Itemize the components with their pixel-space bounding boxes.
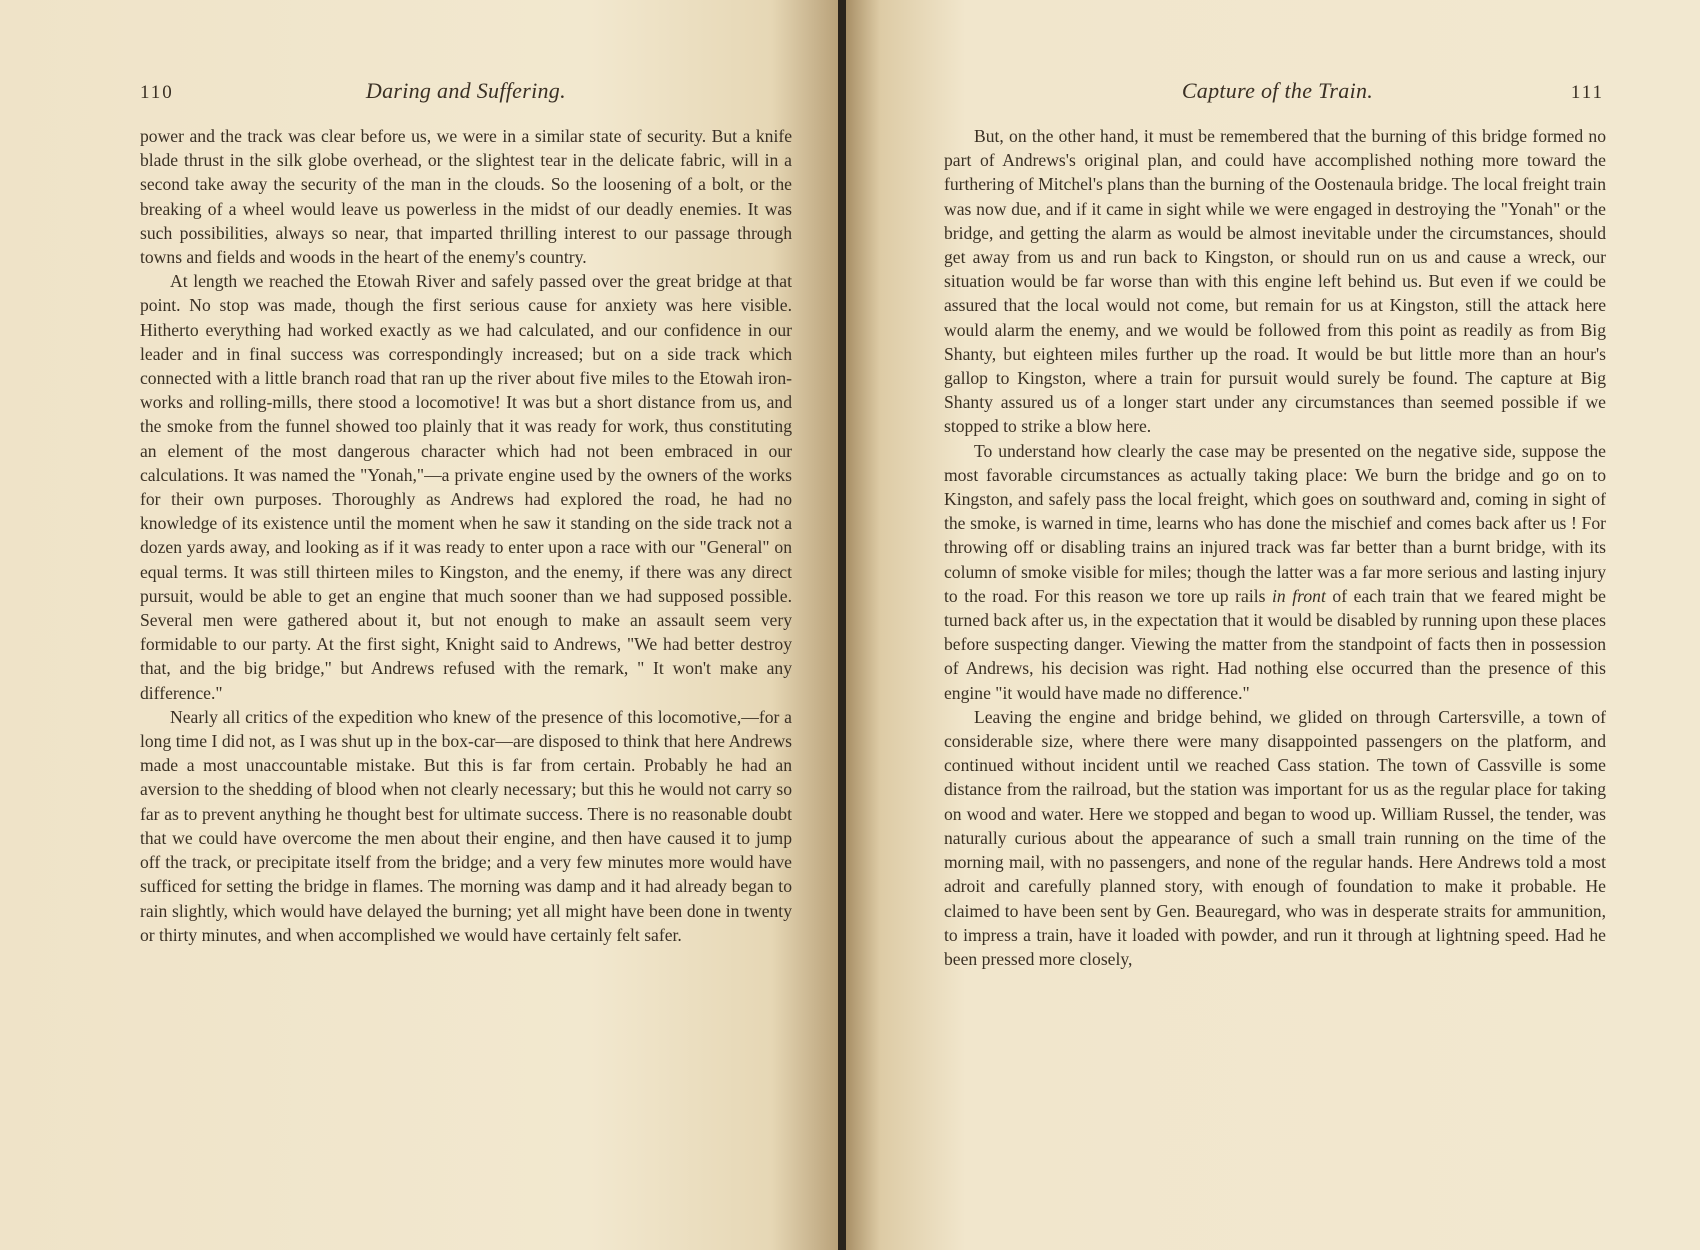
book-gutter bbox=[838, 0, 846, 1250]
left-paragraph-1: power and the track was clear before us, we were in a similar state of security. But a knife blade thrust in the silk globe overhead, or the slightest tear in the delicate fabric, will in a second take away the security of the man in the clouds. So the loosening of a bolt, or the breaking of a wheel would leave us powerless in the midst of our deadly enemies. It was such possibilities, always so near, that imparted thrilling interest to our passage through towns and fields and woods in the heart of the enemy's country. bbox=[140, 126, 792, 268]
left-page-number: 110 bbox=[140, 82, 174, 103]
right-running-title: Capture of the Train. bbox=[1181, 78, 1374, 103]
right-page-number: 111 bbox=[1570, 82, 1604, 103]
italic-in-front: in front bbox=[1272, 585, 1326, 606]
left-page bbox=[0, 0, 838, 1250]
right-body-text bbox=[944, 124, 1606, 971]
left-running-title: Daring and Suffering. bbox=[365, 78, 566, 103]
right-paragraph-2 bbox=[944, 439, 1606, 705]
right-paragraph-2-start: To understand how clearly the case may be presented on the negative side, suppose the most favorable circumstances as actually taking place: We burn the bridge and go on to Kingston, and safely pass the local freight, which goes on southward and, coming in sight of the smoke, is warned in time, learns who has done the mischief and comes back after us ! For throwing off or disabling trains an injured track was far better than a burnt bridge, with its column of smoke visible for miles; though the latter was a far more serious and lasting injury to the road. For this reason we tore up rails bbox=[944, 440, 1606, 606]
left-paragraph-2: At length we reached the Etowah River and safely passed over the great bridge at that point. No stop was made, though the first serious cause for anxiety was here visible. Hitherto everything had worked exactly as we had calculated, and our confidence in our leader and in final success was correspondingly increased; but on a side track which connected with a little branch road that ran up the river about five miles to the Etowah iron-works and rolling-mills, there stood a locomotive! It was but a short distance from us, and the smoke from the funnel showed too plainly that it was ready for work, thus constituting an element of the most dangerous character which had not been embraced in our calculations. It was named the "Yonah,"—a private engine used by the owners of the works for their own purposes. Thoroughly as Andrews had explored the road, he had no knowledge of its existence until the moment when he saw it standing on the side track not a dozen yards away, and looking as if it was ready to enter upon a race with our "General" on equal terms. It was still thirteen miles to Kingston, and the enemy, if there was any direct pursuit, would be able to get an engine that much sooner than we had supposed possible. Several men were gathered about it, but not enough to make an assault seem very formidable to our party. At the first sight, Knight said to Andrews, "We had better destroy that, and the big bridge," but Andrews refused with the remark, " It won't make any difference." bbox=[140, 271, 792, 703]
right-paragraph-3: Leaving the engine and bridge behind, we glided on through Cartersville, a town of considerable size, where there were many disappointed passengers on the platform, and continued without incident until we reached Cass station. The town of Cassville is some distance from the railroad, but the station was important for us as the regular place for taking on wood and water. Here we stopped and began to wood up. William Russel, the tender, was naturally curious about the appearance of such a small train running on the time of the morning mail, with no passengers, and none of the regular hands. Here Andrews told a most adroit and carefully planned story, with enough of foundation to make it probable. He claimed to have been sent by Gen. Beauregard, who was in desperate straits for ammunition, to impress a train, have it loaded with powder, and run it through at lightning speed. Had he been pressed more closely, bbox=[944, 706, 1606, 969]
right-page bbox=[846, 0, 1700, 1250]
right-running-head bbox=[944, 78, 1604, 104]
left-body-text bbox=[140, 124, 792, 947]
right-paragraph-1: But, on the other hand, it must be remembered that the burning of this bridge formed no part of Andrews's original plan, and could have accomplished nothing more toward the furthering of Mitchel's plans than the burning of the Oostenaula bridge. The local freight train was now due, and if it came in sight while we were engaged in destroying the "Yonah" or the bridge, and getting the alarm as would be almost inevitable under the circumstances, should get away from us and run back to Kingston, or should run on us and cause a wreck, our situation would be far worse than with this engine left behind us. But even if we could be assured that the local would not come, but remain for us at Kingston, still the attack here would alarm the enemy, and we would be followed from this point as readily as from Big Shanty, but eighteen miles further up the road. It would be but little more than an hour's gallop to Kingston, where a train for pursuit would surely be found. The capture at Big Shanty assured us of a longer start under any circumstances than seemed possible if we stopped to strike a blow here. bbox=[944, 126, 1606, 437]
right-paragraph-2-end: of each train that we feared might be turned back after us, in the expectation that it would be disabled by running upon these places before suspecting danger. Viewing the matter from the standpoint of facts then in possession of Andrews, his decision was right. Had nothing else occurred than the presence of this engine "it would have made no difference." bbox=[944, 585, 1606, 703]
left-running-head bbox=[140, 78, 798, 104]
left-paragraph-3: Nearly all critics of the expedition who knew of the presence of this locomotive,—for a long time I did not, as I was shut up in the box-car—are disposed to think that here Andrews made a most unaccountable mistake. But this is far from certain. Probably he had an aversion to the shedding of blood when not clearly necessary; but this he would not carry so far as to prevent anything he thought best for ultimate success. There is no reasonable doubt that we could have overcome the men about their engine, and then have caused it to jump off the track, or precipitate itself from the bridge; and a very few minutes more would have sufficed for setting the bridge in flames. The morning was damp and it had already began to rain slightly, which would have delayed the burning; yet all might have been done in twenty or thirty minutes, and when accomplished we would have certainly felt safer. bbox=[140, 706, 792, 945]
